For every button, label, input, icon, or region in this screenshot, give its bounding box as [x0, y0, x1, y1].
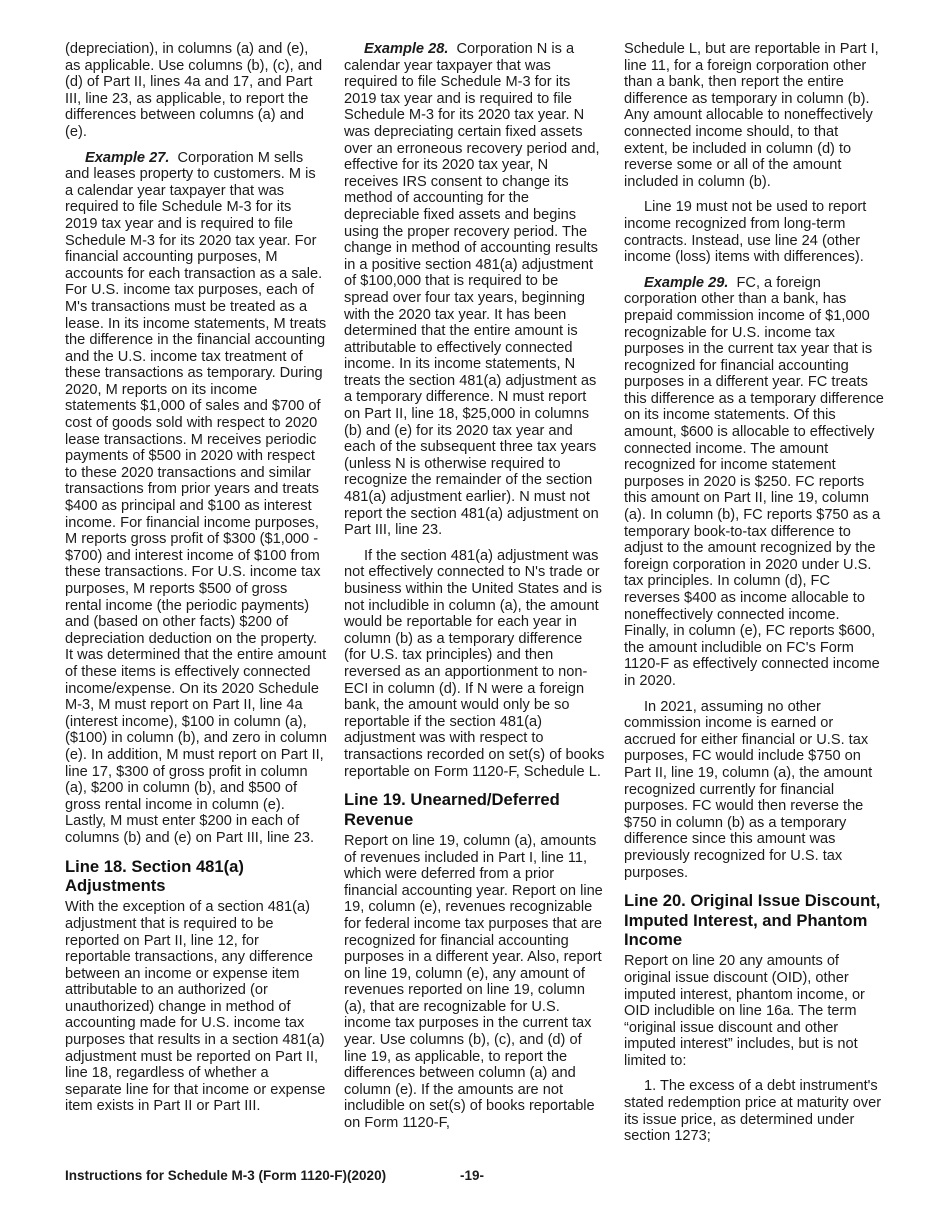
paragraph-text: Corporation M sells and leases property to customers. M is a calendar year taxpayer that was required to file Schedule M-3 for its 2019 tax year and is required to file Schedule M-3 for its 2020 tax year. For financial accounting purposes, M accounts for each transaction as a sale. For U.S. income tax purposes, each of M's transactions must be treated as a lease. In its income statements, M treats the difference in the financial accounting and the U.S. income tax treatment of these transactions as temporary. During 2020, M reports on its income statements $1,000 of sales and $700 of cost of goods sold with respect to 2020 lease transactions. M receives periodic payments of $500 in 2020 with respect to these 2020 transactions and similar transactions from prior years and treats $400 as principal and $100 as interest income. For financial income purposes, M reports gross profit of $300 ($1,000 - $700) and interest income of $100 from these transactions. For U.S. income tax purposes, M reports $500 of gross rental income (the periodic payments) and (based on other facts) $200 of depreciation deduction on the property. It was determined that the entire amount of these items is effectively connected income/expense. On its 2020 Schedule M-3, M must report on Part II, line 4a (interest income), $100 in column (a), ($100) in column (b), and zero in column (e). In addition, M must report on Part II, line 17, $300 of gross profit in column (a), $200 in column (b), and $500 of gross rental income in column (e). Lastly, M must enter $200 in each of columns (b) and (e) on Part III, line 23.: [65, 149, 328, 846]
paragraph-example-29: [624, 275, 886, 690]
paragraph-text: Corporation N is a calendar year taxpayer that was required to file Schedule M-3 for its 2019 tax year and is required to file Schedule M-3 for its 2020 tax year. N was depreciating certain fixed assets over an erroneous recovery period and, effective for its 2020 tax year, N receives IRS consent to change its method of accounting for the depreciable fixed assets and begins using the proper recovery period. The change in method of accounting results in a positive section 481(a) adjustment of $100,000 that is required to be spread over four tax years, beginning with the 2020 tax year. It has been determined that the entire amount is attributable to effectively connected income. In its income statements, N treats the section 481(a) adjustment as a temporary difference. N must report on Part II, line 18, $25,000 in columns (b) and (e) for its 2020 tax year and each of the subsequent three tax years (unless N is otherwise required to recognize the remainder of the section 481(a) adjustment earlier). N must not report the section 481(a) adjustment on Part III, line 23.: [344, 41, 600, 539]
paragraph: Schedule L, but are reportable in Part I, line 11, for a foreign corporation other than a bank, then report the entire difference as temporary in column (b). Any amount allocable to noneffectively connected income should, to that extent, be included in column (d) to reverse some or all of the amount included in column (b).: [624, 41, 879, 190]
paragraph-example-28: [344, 41, 606, 539]
column-left: [65, 41, 327, 1124]
section-heading-line-19: Line 19. Unearned/Deferred Revenue: [344, 790, 560, 829]
page-number: -19-: [460, 1168, 485, 1183]
paragraph: Report on line 20 any amounts of original issue discount (OID), other imputed interest, phantom income, or OID includible on line 16a. The term “original issue discount and other imputed interest” includes, but is not limited to:: [624, 953, 865, 1069]
paragraph: Line 19 must not be used to report income recognized from long-term contracts. Instead, use line 24 (other income (loss) items with differences).: [624, 199, 867, 266]
example-label: Example 28.: [364, 41, 449, 57]
footer-title: Instructions for Schedule M-3 (Form 1120-F)(2020): [65, 1168, 387, 1183]
paragraph: (depreciation), in columns (a) and (e), as applicable. Use columns (b), (c), and (d) of Part II, lines 4a and 17, and Part III, line 23, as applicable, to report the differences between columns (a) and (e).: [65, 41, 323, 140]
paragraph: Report on line 19, column (a), amounts of revenues included in Part I, line 11, which were deferred from a prior financial accounting year. Report on line 19, column (e), revenues recognizable for federal income tax purposes that are recognized for financial accounting purposes in a different year. Also, report on line 19, column (e), any amount of revenues reported on line 19, column (a), that are recognizable for U.S. income tax purposes in the current tax year. Use columns (b), (c), and (d) of line 19, as applicable, to report the differences between column (a) and column (e). If the amounts are not includible on set(s) of books reportable on Form 1120-F,: [344, 832, 603, 1132]
paragraph-text: FC, a foreign corporation other than a bank, has prepaid commission income of $1,000 recognizable for U.S. income tax purposes in the current tax year that is recognized for financial accounting purposes in a different year. FC treats this difference as a temporary difference on its income statements. Of this amount, $600 is allocable to effectively connected income. The amount recognized for income statement purposes in 2020 is $250. FC reports this amount on Part II, line 19, column (a). In column (b), FC reports $750 as a temporary book-to-tax difference to adjust to the amount recognized by the foreign corporation in 2020 under U.S. tax principles. In column (d), FC reverses $400 as income allocable to noneffectively connected income. Finally, in column (e), FC reports $600, the amount includible on FC's Form 1120-F as effectively connected income in 2020.: [624, 274, 884, 689]
paragraph: In 2021, assuming no other commission income is earned or accrued for either financial or U.S. tax purposes, FC would include $750 on Part II, line 19, column (a), the amount recognized currently for financial purposes. FC would then reverse the $750 in column (b) as a temporary difference since this amount was previously recognized for U.S. tax purposes.: [624, 698, 873, 881]
paragraph: If the section 481(a) adjustment was not effectively connected to N's trade or business within the United States and is not includible in column (a), the amount would be reportable for each year in column (b) as a temporary difference (for U.S. tax principles) and then reversed as an apportionment to non-ECI in column (d). If N were a foreign bank, the amount would only be so reportable if the section 481(a) adjustment was with respect to transactions recorded on set(s) of books reportable on Form 1120-F, Schedule L.: [344, 547, 605, 780]
section-heading-line-20: Line 20. Original Issue Discount, Imputed Interest, and Phantom Income: [624, 891, 881, 949]
example-label: Example 29.: [644, 274, 729, 291]
column-middle: [344, 41, 606, 1141]
paragraph: With the exception of a section 481(a) adjustment that is required to be reported on Part II, line 12, for reportable transactions, any difference between an income or expense item attributable to an authorized (or unauthorized) change in method of accounting made for U.S. income tax purposes that results in a section 481(a) adjustment must be reported on Part II, line 18, regardless of whether a separate line for that income or expense item exists in Part II or Part III.: [65, 899, 326, 1115]
column-right: [624, 41, 886, 1154]
section-heading-line-18: Line 18. Section 481(a) Adjustments: [65, 856, 244, 895]
list-item: 1. The excess of a debt instrument's stated redemption price at maturity over its issue price, as determined under section 1273;: [624, 1078, 882, 1145]
example-label: Example 27.: [85, 149, 170, 166]
paragraph-example-27: [65, 150, 327, 847]
